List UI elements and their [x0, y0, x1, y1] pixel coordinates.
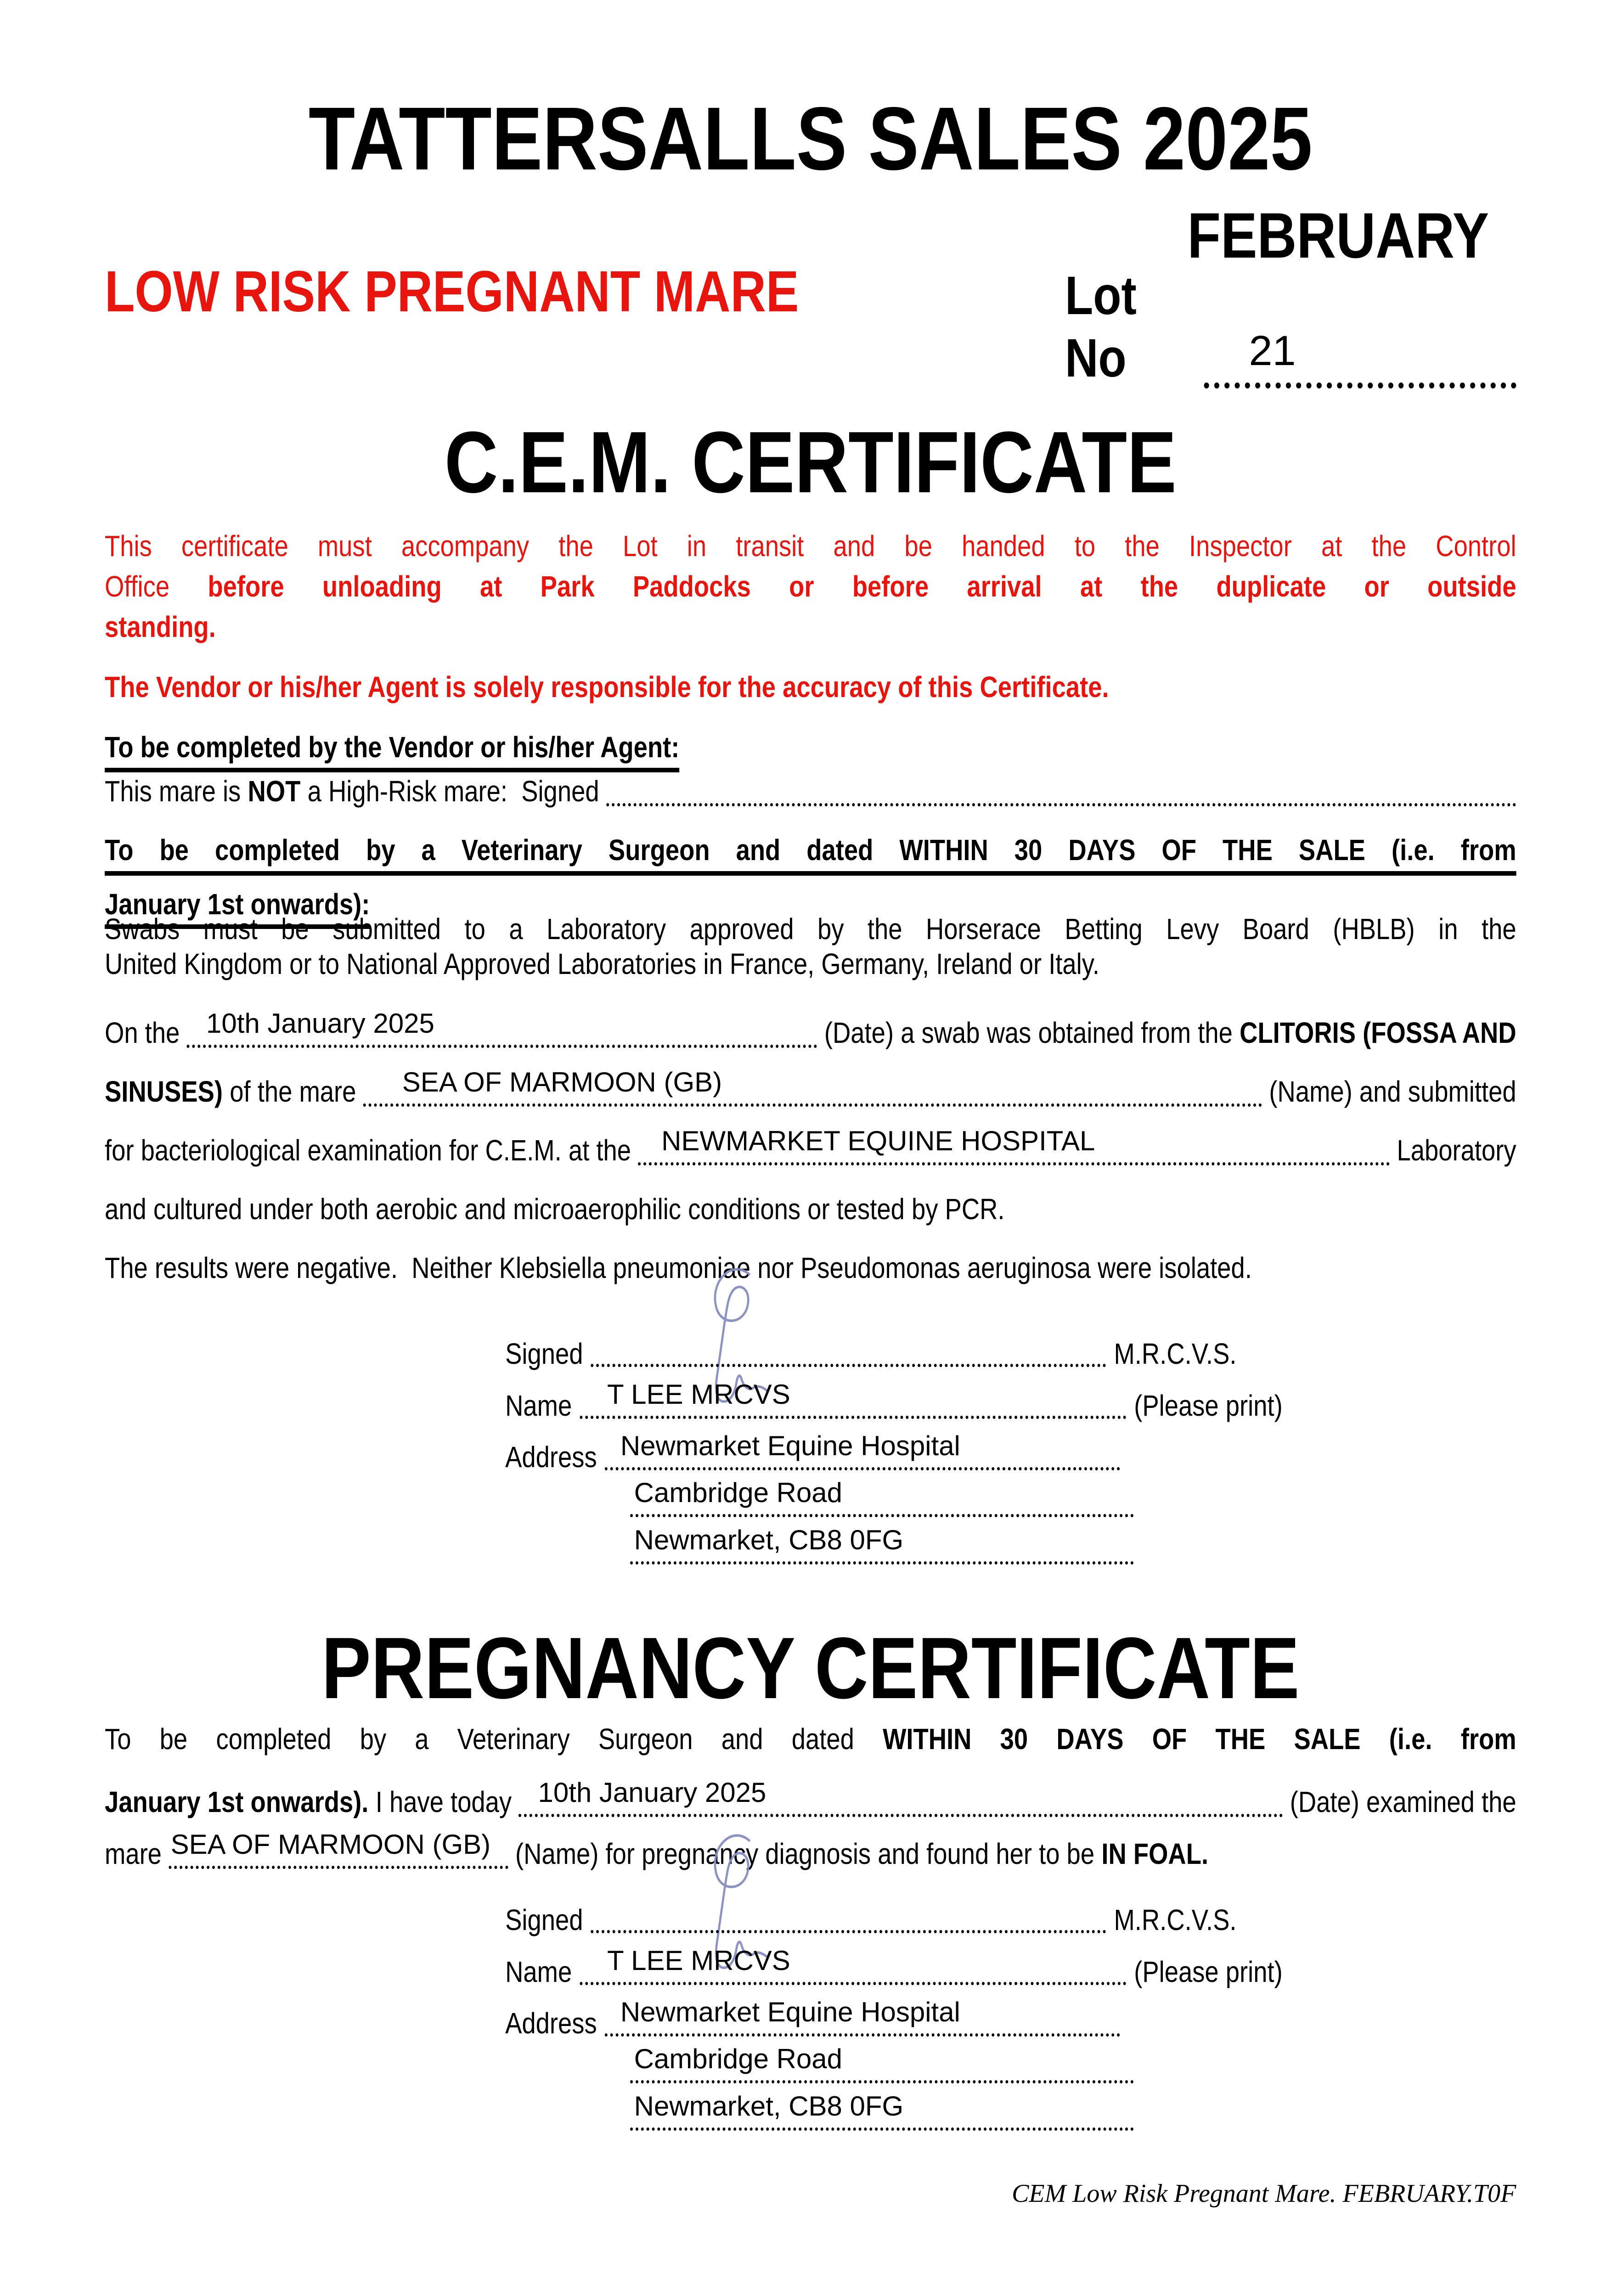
- address-field-1: [605, 1430, 1120, 1470]
- preg-mare-name-field: [169, 1829, 508, 1869]
- laboratory-suffix: Laboratory: [1397, 1134, 1516, 1167]
- address-value-1: Newmarket Equine Hospital: [620, 1997, 960, 2027]
- preg-intro-regular: To be completed by a Veterinary Surgeon and dated: [105, 1722, 883, 1756]
- transit-notice-line3: standing.: [105, 610, 216, 643]
- address-field-1: [605, 1999, 1120, 2037]
- transit-notice-line1: This certificate must accompany the Lot in transit and be handed to the Inspector at the Control: [105, 529, 1516, 563]
- swab-date-field: [187, 1008, 817, 1048]
- name-label: Name: [505, 1955, 572, 1988]
- signed-field: [591, 1330, 1106, 1367]
- page-title: TATTERSALLS SALES 2025: [308, 89, 1313, 189]
- swabs-instructions: [105, 912, 1516, 981]
- document-footer: [105, 2179, 1516, 2208]
- mare-name-field: [363, 1069, 1262, 1107]
- exam-date-suffix: (Date) examined the: [1290, 1785, 1516, 1818]
- preg-mare-label: mare: [105, 1837, 162, 1870]
- vendor-line-pre: This mare is: [105, 775, 241, 808]
- vendor-section-heading: To be completed by the Vendor or his/her Agent:: [105, 730, 679, 772]
- transit-notice-line2-regular: Office: [105, 570, 208, 603]
- signed-label: Signed: [505, 1903, 583, 1936]
- name-value: T LEE MRCVS: [607, 1945, 790, 1976]
- risk-banner: LOW RISK PREGNANT MARE: [105, 259, 799, 324]
- exam-date-value: 10th January 2025: [538, 1777, 766, 1808]
- please-print-label: (Please print): [1134, 1955, 1283, 1988]
- address-field-2: [630, 2043, 1134, 2083]
- vendor-signed-field: [606, 769, 1516, 806]
- swab-date-value: 10th January 2025: [206, 1008, 434, 1039]
- preg-intro-line2-bold: January 1st onwards).: [105, 1785, 369, 1818]
- swab-on-the: On the: [105, 1016, 180, 1049]
- address-value-3: Newmarket, CB8 0FG: [634, 2091, 904, 2122]
- preg-mare-name-value: SEA OF MARMOON (GB): [170, 1829, 490, 1860]
- results-line: The results were negative. Neither Klebsiella pneumoniae nor Pseudomonas aeruginosa were isolated.: [105, 1251, 1252, 1284]
- lot-number-label: Lot No: [1065, 265, 1150, 388]
- swabs-line1: Swabs must be submitted to a Laboratory approved by the Horserace Betting Levy Board (HBLB) in the: [105, 912, 1516, 945]
- transit-notice-line2-bold: before unloading at Park Paddocks or before arrival at the duplicate or outside: [208, 570, 1516, 603]
- swab-statement: [105, 991, 1516, 1285]
- address-value-2: Cambridge Road: [634, 1477, 842, 1508]
- laboratory-field: [638, 1125, 1390, 1165]
- name-value: T LEE MRCVS: [607, 1379, 790, 1410]
- pregnancy-statement: [105, 1715, 1516, 1871]
- address-value-2: Cambridge Road: [634, 2043, 842, 2074]
- signed-label: Signed: [505, 1337, 583, 1370]
- preg-i-have-today: I have today: [375, 1785, 512, 1818]
- sale-month: FEBRUARY: [1187, 199, 1489, 271]
- swabs-line2: United Kingdom or to National Approved Laboratories in France, Germany, Ireland or Italy.: [105, 947, 1100, 980]
- address-label: Address: [505, 1441, 597, 1474]
- mare-name-suffix: (Name) and submitted: [1269, 1075, 1516, 1108]
- pregnancy-certificate-heading: PREGNANCY CERTIFICATE: [321, 1620, 1300, 1717]
- swab-site-bold-1: CLITORIS (FOSSA AND: [1240, 1016, 1516, 1049]
- swab-date-suffix: (Date) a swab was obtained from the: [824, 1016, 1233, 1049]
- laboratory-value: NEWMARKET EQUINE HOSPITAL: [661, 1125, 1095, 1156]
- swab-site-bold-2: SINUSES): [105, 1075, 223, 1108]
- cultured-line: and cultured under both aerobic and microaerophilic conditions or tested by PCR.: [105, 1193, 1005, 1226]
- transit-notice: [105, 526, 1516, 647]
- cem-certificate-heading: C.E.M. CERTIFICATE: [444, 414, 1177, 511]
- vet-heading-line1: To be completed by a Veterinary Surgeon and dated WITHIN 30 DAYS OF THE SALE (i.e. from: [105, 833, 1516, 867]
- lot-number-field: [1204, 327, 1516, 388]
- signed-field: [591, 1896, 1106, 1933]
- swab-of-the-mare: of the mare: [230, 1075, 356, 1108]
- mare-name-value: SEA OF MARMOON (GB): [402, 1067, 722, 1097]
- in-foal-label: IN FOAL.: [1101, 1837, 1209, 1870]
- address-field-2: [630, 1477, 1134, 1517]
- document-page: [105, 0, 1516, 2296]
- vendor-line-post: a High-Risk mare: Signed: [307, 775, 599, 808]
- address-value-1: Newmarket Equine Hospital: [620, 1430, 960, 1461]
- footer-reference: CEM Low Risk Pregnant Mare. FEBRUARY.T0F: [1012, 2179, 1516, 2208]
- vet-heading-line2: January 1st onwards):: [105, 888, 370, 929]
- preg-intro-bold: WITHIN 30 DAYS OF THE SALE (i.e. from: [883, 1722, 1516, 1756]
- preg-name-suffix: (Name) for pregnancy diagnosis and found her to be: [515, 1837, 1095, 1870]
- name-label: Name: [505, 1389, 572, 1422]
- name-field: [580, 1945, 1126, 1985]
- exam-date-field: [518, 1777, 1283, 1817]
- vendor-line-not: NOT: [248, 775, 301, 808]
- lot-number-value: 21: [1249, 327, 1296, 374]
- vendor-responsibility-notice: The Vendor or his/her Agent is solely responsible for the accuracy of this Certificate.: [105, 670, 1109, 703]
- address-value-3: Newmarket, CB8 0FG: [634, 1525, 904, 1555]
- please-print-label: (Please print): [1134, 1389, 1283, 1422]
- address-field-3: [630, 1527, 1134, 1564]
- laboratory-pre: for bacteriological examination for C.E.M. at the: [105, 1134, 631, 1167]
- name-field: [580, 1379, 1126, 1419]
- vendor-declaration-line: [105, 768, 1516, 808]
- pregnancy-signature-block: [505, 1882, 1559, 2134]
- address-field-3: [630, 2093, 1134, 2131]
- mrcvs-label: M.R.C.V.S.: [1114, 1903, 1237, 1936]
- lot-number-row: [1065, 265, 1516, 389]
- address-label: Address: [505, 2007, 597, 2040]
- cem-signature-block: [505, 1316, 1559, 1568]
- mrcvs-label: M.R.C.V.S.: [1114, 1337, 1237, 1370]
